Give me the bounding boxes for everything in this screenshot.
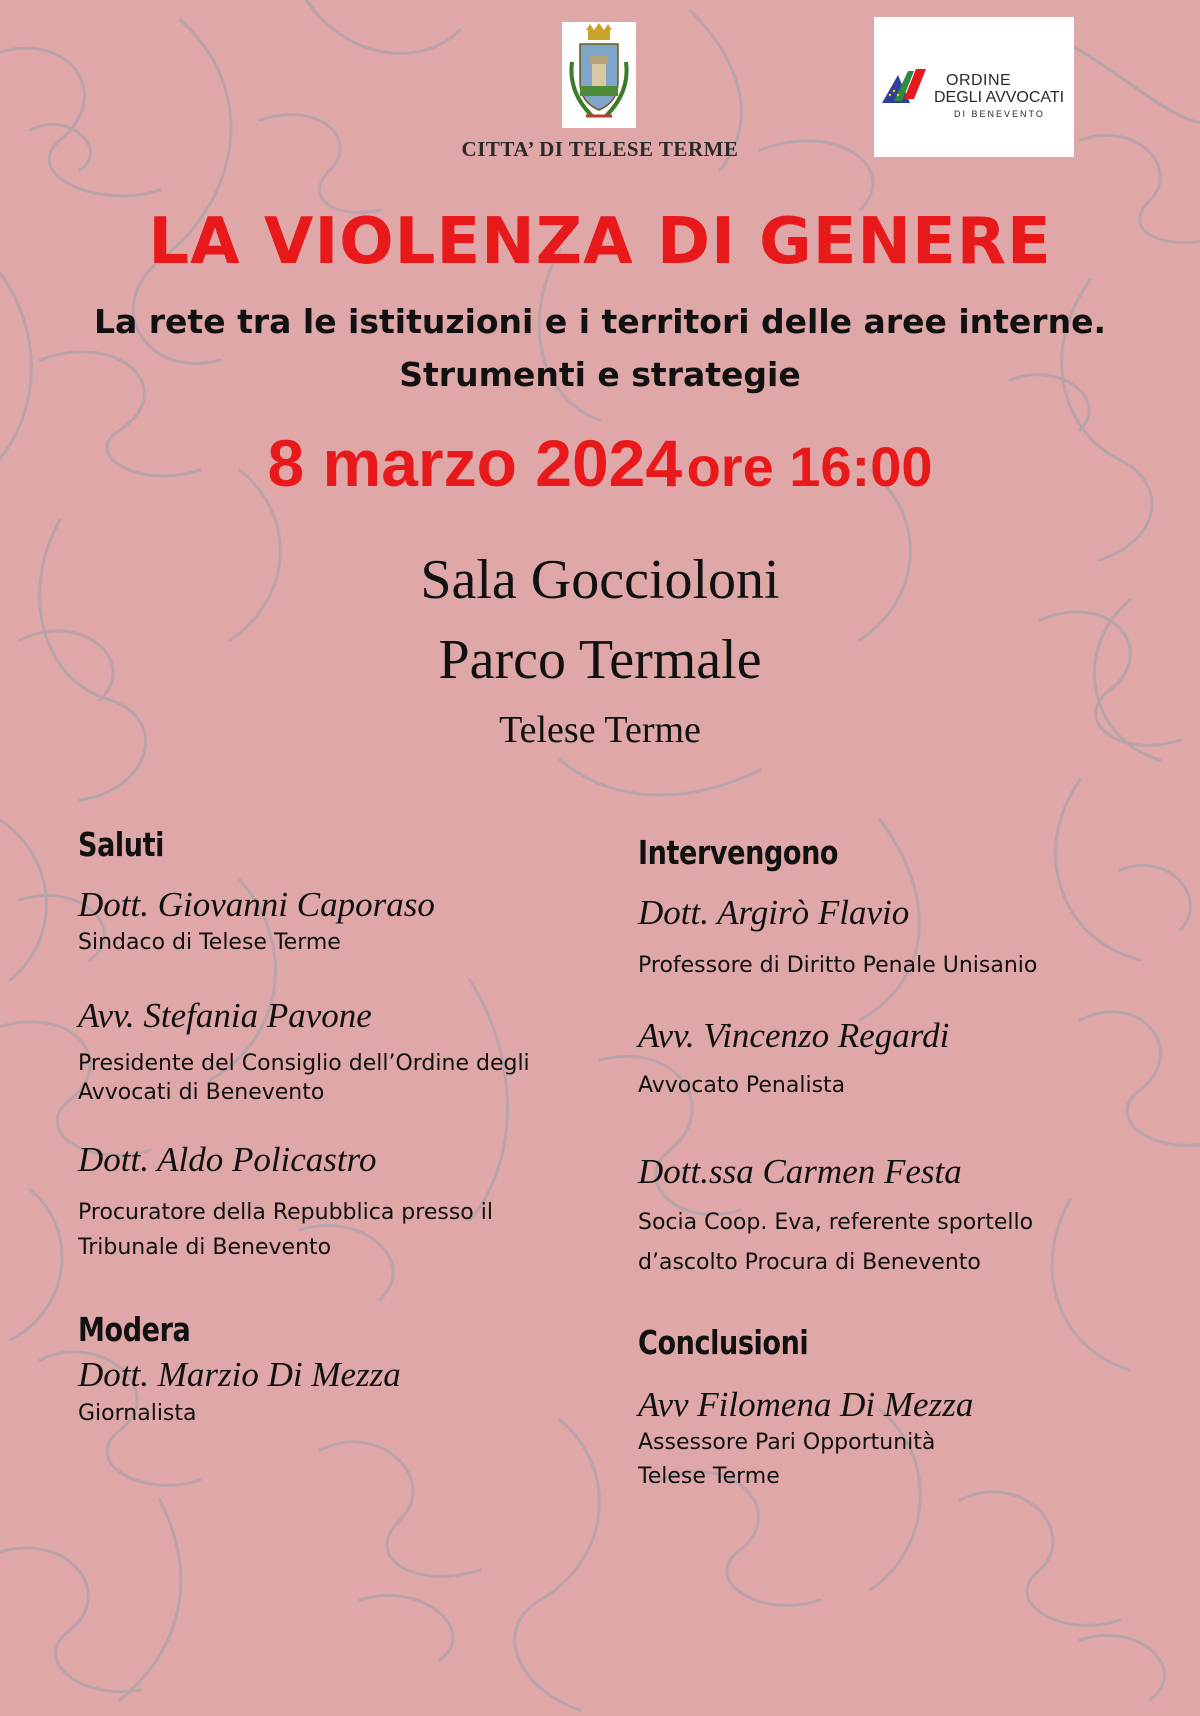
speaker-name: Dott. Aldo Policastro — [78, 1140, 377, 1179]
city-name: CITTA’ DI TELESE TERME — [461, 137, 739, 161]
speaker-role: Avvocato Penalista — [638, 1073, 846, 1098]
speaker-role: Tribunale di Benevento — [78, 1235, 332, 1260]
modera-heading: Modera — [78, 1310, 191, 1349]
event-date-time — [0, 425, 1200, 501]
venue-town: Telese Terme — [499, 709, 701, 751]
event-title: LA VIOLENZA DI GENERE — [148, 205, 1052, 279]
event-time: ore 16:00 — [686, 435, 933, 498]
saluti-heading: Saluti — [78, 825, 165, 864]
speaker-role: Socia Coop. Eva, referente sportello — [638, 1210, 1034, 1235]
moderator-role: Giornalista — [78, 1401, 197, 1426]
intervengono-heading: Intervengono — [638, 833, 839, 872]
conclusion-speaker-name: Avv Filomena Di Mezza — [638, 1385, 974, 1424]
speaker-name: Dott.ssa Carmen Festa — [638, 1152, 962, 1191]
speaker-name: Avv. Vincenzo Regardi — [638, 1016, 950, 1055]
city-crest-logo — [562, 22, 636, 128]
speaker-role: Avvocati di Benevento — [78, 1080, 325, 1105]
speaker-role: Professore di Diritto Penale Unisanio — [638, 953, 1038, 978]
bar-logo-line2: DEGLI AVVOCATI — [934, 89, 1065, 106]
conclusion-speaker-role: Telese Terme — [638, 1464, 780, 1489]
flags-icon — [880, 65, 936, 109]
event-subtitle-line1: La rete tra le istituzioni e i territori delle aree interne. — [93, 302, 1106, 341]
speaker-role: d’ascolto Procura di Benevento — [638, 1250, 981, 1275]
speaker-name: Avv. Stefania Pavone — [78, 996, 372, 1035]
bar-association-logo — [874, 17, 1074, 157]
bar-logo-line3: DI BENEVENTO — [954, 109, 1045, 119]
moderator-name: Dott. Marzio Di Mezza — [78, 1355, 401, 1394]
conclusioni-heading: Conclusioni — [638, 1323, 809, 1362]
event-subtitle-line2: Strumenti e strategie — [399, 355, 801, 394]
speaker-role: Presidente del Consiglio dell’Ordine degli — [78, 1051, 530, 1076]
bar-logo-line1: ORDINE — [946, 72, 1012, 89]
speaker-name: Dott. Giovanni Caporaso — [78, 885, 435, 924]
speaker-role: Procuratore della Repubblica presso il — [78, 1200, 493, 1225]
speaker-role: Sindaco di Telese Terme — [78, 930, 341, 955]
venue-hall: Sala Goccioloni — [420, 549, 780, 611]
venue-park: Parco Termale — [438, 629, 762, 691]
event-date: 8 marzo 2024 — [267, 426, 683, 500]
speaker-name: Dott. Argirò Flavio — [638, 893, 910, 932]
conclusion-speaker-role: Assessore Pari Opportunità — [638, 1430, 936, 1455]
